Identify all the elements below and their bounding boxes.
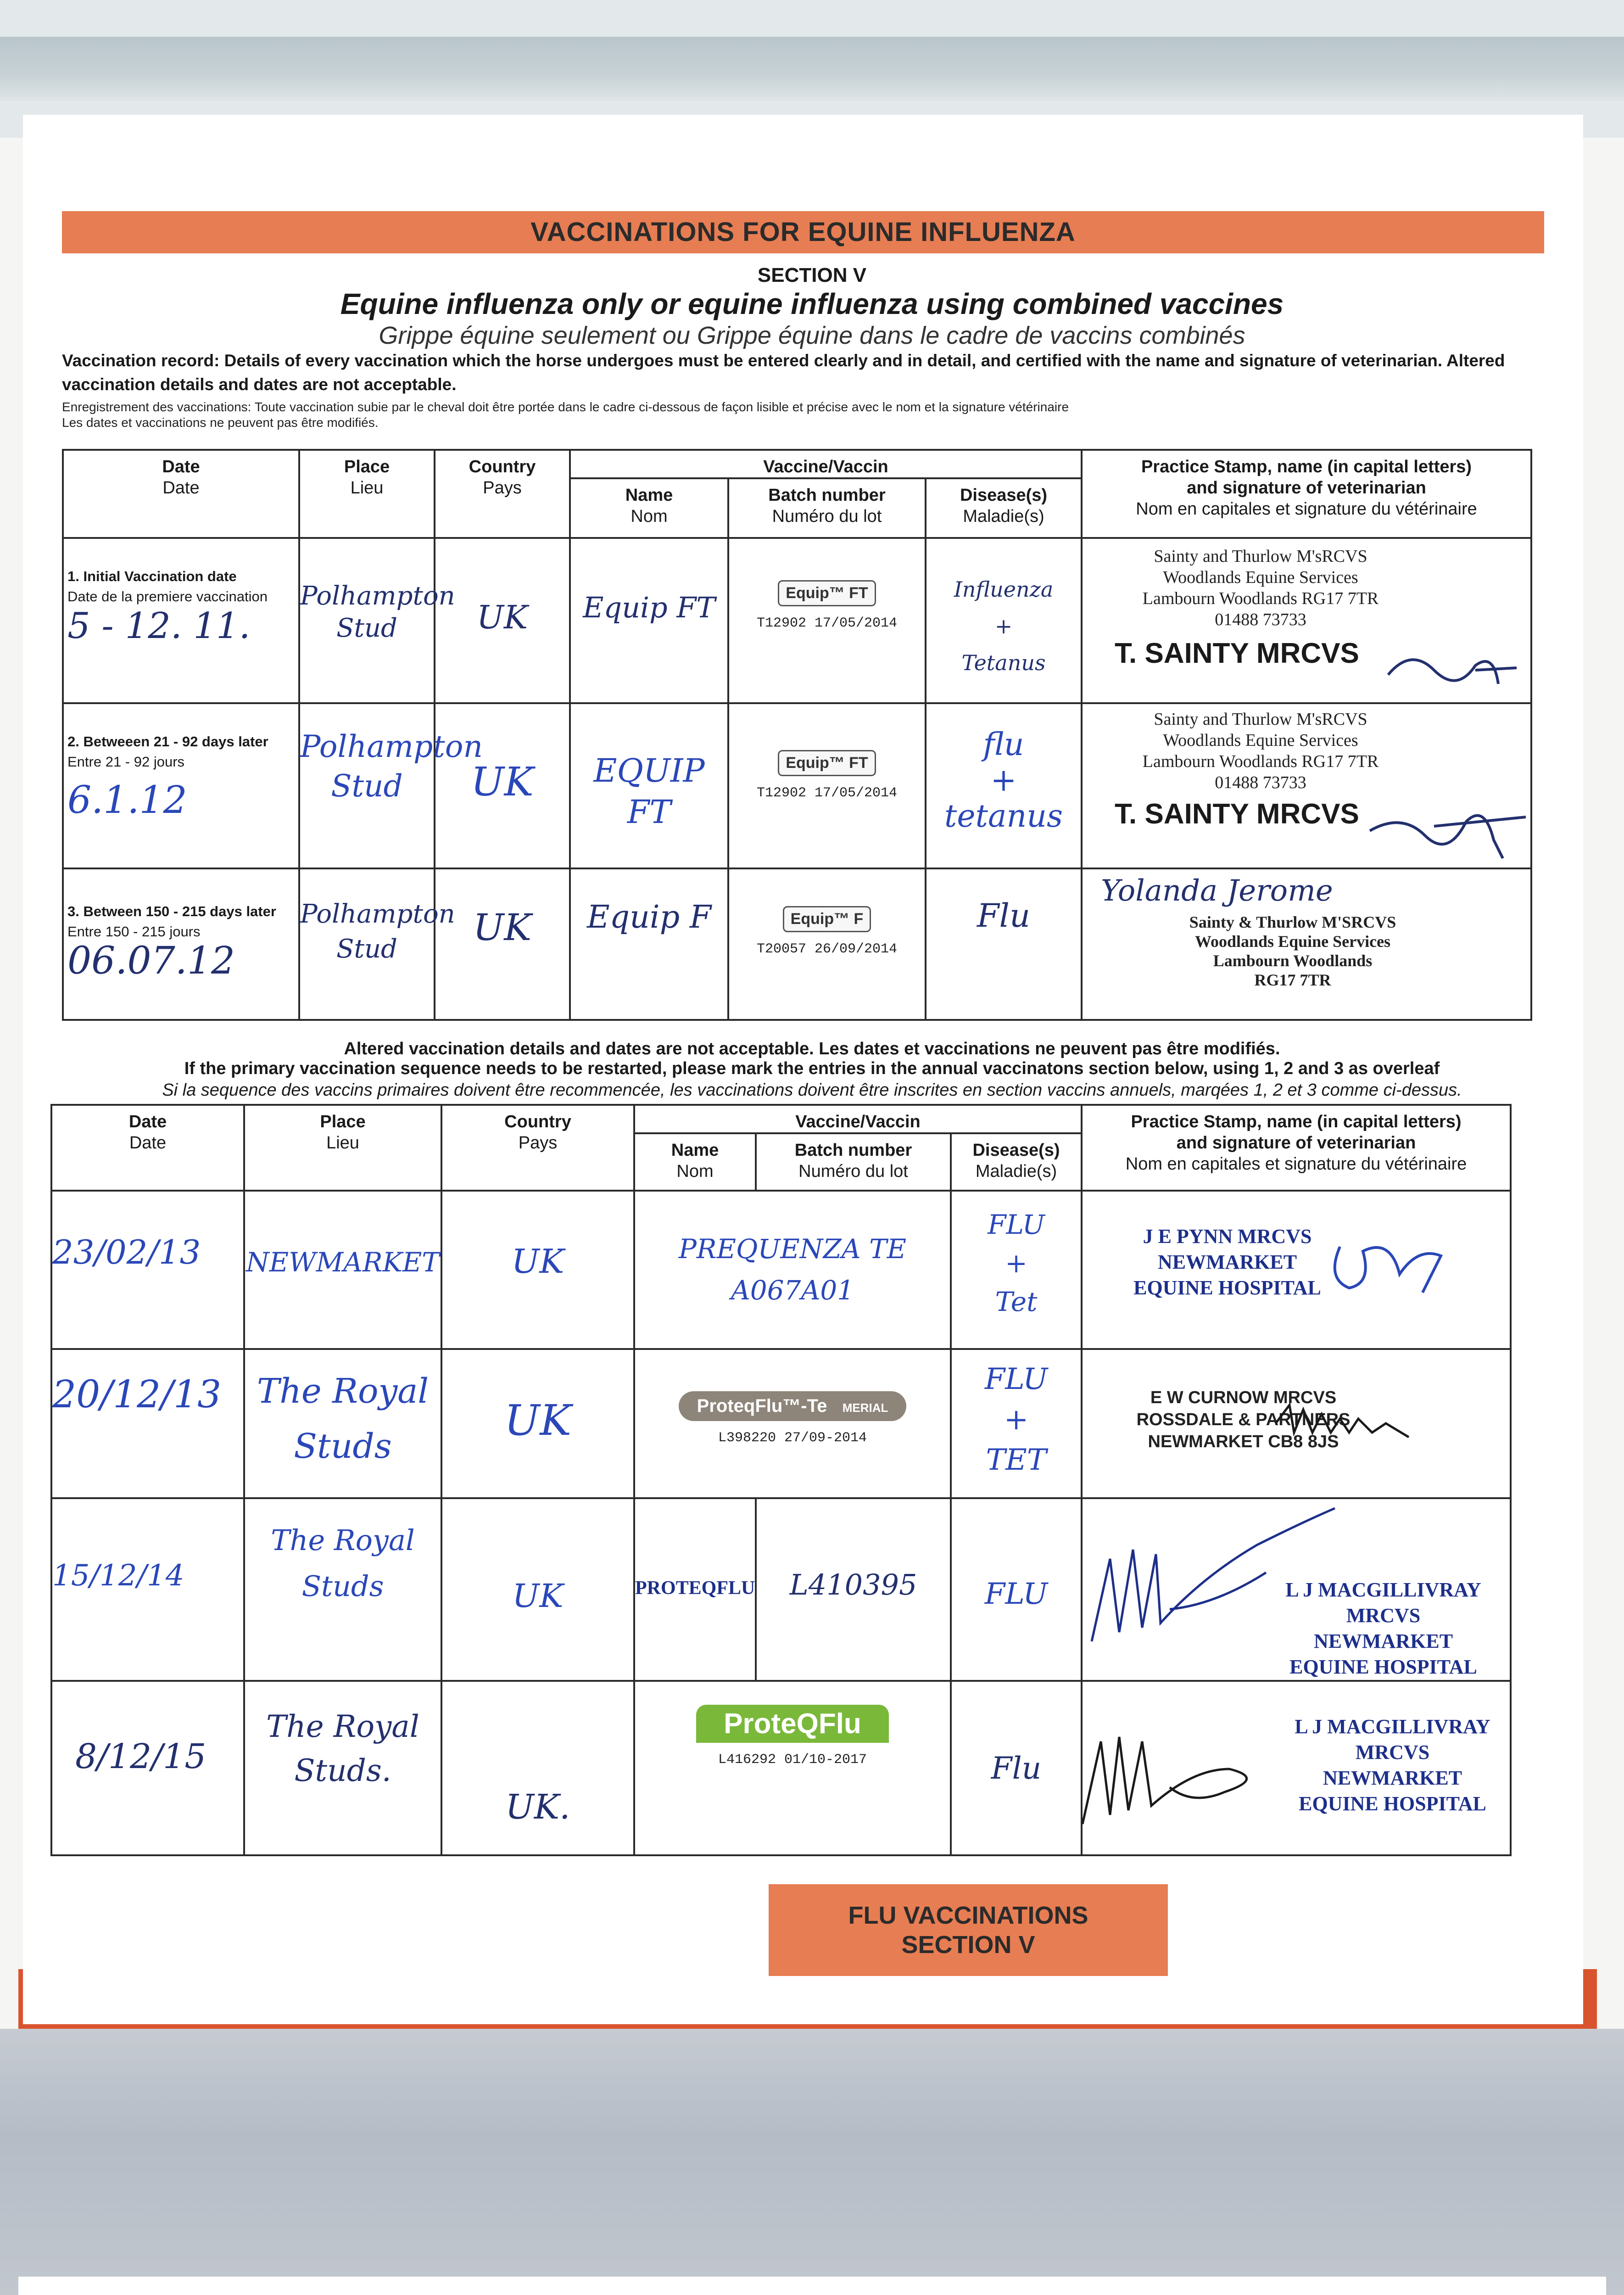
header-disease: Disease(s) Maladie(s) bbox=[926, 478, 1082, 538]
vaccine-name-value: EQUIP FT bbox=[593, 752, 705, 831]
stamp-line: NEWMARKET bbox=[1157, 1251, 1297, 1273]
record-instructions-fr bbox=[62, 399, 1558, 431]
signature bbox=[1064, 1504, 1339, 1655]
date-value: 8/12/15 bbox=[75, 1737, 206, 1776]
signature bbox=[1384, 643, 1521, 693]
subtitle-en: Equine influenza only or equine influenza using combined vaccines bbox=[340, 287, 1284, 320]
country-cell bbox=[441, 1191, 634, 1349]
disease-value-1: FLU bbox=[984, 1362, 1048, 1396]
country-value: UK bbox=[476, 599, 528, 636]
batch-value: T12902 17/05/2014 bbox=[756, 785, 898, 801]
manufacturer: MERIAL bbox=[842, 1401, 888, 1415]
country-value: UK bbox=[471, 759, 534, 805]
stamp-line: Lambourn Woodlands RG17 7TR bbox=[1142, 589, 1379, 608]
header-date: Date Date bbox=[63, 450, 299, 538]
batch-value: A067A01 bbox=[731, 1275, 854, 1306]
disease-value-2: + bbox=[1005, 1248, 1027, 1279]
table-row bbox=[51, 1498, 1511, 1681]
section-label: SECTION V bbox=[757, 264, 867, 286]
batch-value: L410395 bbox=[789, 1568, 917, 1601]
place-cell bbox=[299, 703, 483, 868]
stamp-line: NEWMARKET CB8 8JS bbox=[1148, 1432, 1339, 1451]
batch-cell bbox=[756, 1498, 951, 1681]
header-place: Place Lieu bbox=[244, 1105, 441, 1191]
notice-line-3: Si la sequence des vaccins primaires doivent être recommencée, les vaccinations doivent être inscrites en section vaccins annuels, marqées 1, 2 et 3 comme ci-dessus. bbox=[162, 1080, 1462, 1100]
record-instructions-en: Vaccination record: Details of every vaccination which the horse undergoes must be entered clearly and in detail, and certified with the name and signature of veterinarian. Altered vaccination details and dates are not acceptable. bbox=[62, 351, 1505, 394]
vaccine-label: ProteQFlu bbox=[696, 1705, 889, 1743]
vet-handwritten-name: Yolanda Jerome bbox=[1101, 874, 1333, 908]
stamp-cell bbox=[1082, 1349, 1511, 1498]
header-country: Country Pays bbox=[435, 450, 570, 538]
page-title: VACCINATIONS FOR EQUINE INFLUENZA bbox=[530, 217, 1076, 247]
stamp-line: 01488 73733 bbox=[1215, 610, 1306, 629]
country-cell bbox=[441, 1681, 634, 1855]
vaccine-name-value: PREQUENZA TE bbox=[678, 1233, 907, 1265]
name-cell bbox=[570, 868, 728, 1020]
stamp-line: Woodlands Equine Services bbox=[1163, 731, 1358, 750]
vaccine-label: ProteqFlu™-Te MERIAL bbox=[679, 1391, 907, 1421]
vaccine-name-value: Equip F bbox=[586, 899, 712, 935]
header-batch: Batch number Numéro du lot bbox=[756, 1133, 951, 1191]
place-value: Polhampton Stud bbox=[300, 729, 483, 804]
place-cell bbox=[244, 1349, 441, 1498]
row-label: 1. Initial Vaccination date Date de la premiere vaccination 5 - 12. 11. bbox=[63, 538, 299, 703]
disease-value-3: Tet bbox=[995, 1286, 1038, 1317]
record-fr-line1: Enregistrement des vaccinations: Toute vaccination subie par le cheval doit être portée dans le cadre ci-dessous de façon lisible et précise avec le nom et la signature vétérinaire bbox=[62, 400, 1069, 414]
table-row bbox=[51, 1349, 1511, 1498]
footer-label bbox=[769, 1884, 1168, 1976]
stamp-cell bbox=[1082, 538, 1531, 703]
name-batch-cell bbox=[634, 1349, 951, 1498]
subtitle-fr: Grippe équine seulement ou Grippe équine dans le cadre de vaccins combinés bbox=[379, 322, 1245, 349]
stamp-line: L J MACGILLIVRAY MRCVS bbox=[1295, 1715, 1490, 1763]
date-cell bbox=[51, 1349, 244, 1498]
stamp-line: J E PYNN MRCVS bbox=[1143, 1225, 1312, 1248]
stamp-line: EQUINE HOSPITAL bbox=[1133, 1276, 1321, 1299]
row-label: 3. Between 150 - 215 days later Entre 150 - 215 jours 06.07.12 bbox=[63, 868, 299, 1020]
header-name: Name Nom bbox=[570, 478, 728, 538]
stamp-line: NEWMARKET bbox=[1323, 1767, 1462, 1789]
vet-name: T. SAINTY MRCVS bbox=[1115, 798, 1359, 830]
stamp-cell bbox=[1082, 868, 1531, 1020]
signature bbox=[1271, 1396, 1418, 1451]
place-value: Polhampton Stud bbox=[300, 581, 455, 643]
vaccine-name-value: PROTEQFLU bbox=[635, 1578, 755, 1599]
place-value: Polhampton Stud bbox=[300, 899, 455, 964]
country-cell bbox=[435, 703, 570, 868]
footer-line-2: SECTION V bbox=[901, 1931, 1035, 1959]
disease-value-2: + bbox=[1004, 1403, 1029, 1437]
bottom-background bbox=[0, 2029, 1624, 2295]
date-value: 5 - 12. 11. bbox=[67, 605, 251, 647]
name-batch-cell bbox=[634, 1681, 951, 1855]
country-cell bbox=[435, 868, 570, 1020]
disease-value-1: FLU bbox=[988, 1209, 1045, 1240]
vaccine-label: Equip™ FT bbox=[778, 750, 876, 776]
place-cell bbox=[244, 1191, 441, 1349]
date-cell bbox=[51, 1191, 244, 1349]
batch-value: L398220 27/09-2014 bbox=[718, 1430, 867, 1446]
header-vaccine: Vaccine/Vaccin bbox=[634, 1105, 1082, 1133]
batch-value: L416292 01/10-2017 bbox=[718, 1752, 867, 1768]
name-batch-cell bbox=[634, 1191, 951, 1349]
table-row bbox=[51, 1681, 1511, 1855]
stamp-line: EQUINE HOSPITAL bbox=[1299, 1792, 1486, 1815]
stamp-line: Sainty & Thurlow M'SRCVS bbox=[1189, 913, 1396, 931]
vaccine-name-value: Equip FT bbox=[583, 591, 715, 624]
stamp-line: Woodlands Equine Services bbox=[1163, 568, 1358, 587]
disease-value-3: Tetanus bbox=[961, 650, 1046, 675]
place-cell bbox=[299, 538, 455, 703]
name-cell bbox=[634, 1498, 756, 1681]
signature bbox=[1073, 1700, 1284, 1838]
row-label: 2. Betweeen 21 - 92 days later Entre 21 - 92 jours 6.1.12 bbox=[63, 703, 299, 868]
stamp-line: ROSSDALE & PARTNERS bbox=[1136, 1410, 1351, 1429]
vaccine-label: Equip™ F bbox=[783, 906, 871, 932]
country-cell bbox=[435, 538, 570, 703]
header-disease: Disease(s) Maladie(s) bbox=[951, 1133, 1082, 1191]
disease-value-2: + bbox=[994, 614, 1013, 638]
disease-value-1: flu bbox=[983, 727, 1024, 763]
stamp-cell bbox=[1082, 1191, 1511, 1349]
disease-cell bbox=[951, 1681, 1082, 1855]
country-value: UK bbox=[504, 1396, 572, 1445]
header-name: Name Nom bbox=[634, 1133, 756, 1191]
table-row bbox=[51, 1191, 1511, 1349]
place-cell bbox=[244, 1498, 441, 1681]
disease-value-1: Influenza bbox=[954, 577, 1054, 602]
title-bar bbox=[62, 211, 1544, 253]
disease-value-1: FLU bbox=[984, 1577, 1048, 1611]
date-value: 6.1.12 bbox=[67, 778, 187, 822]
batch-cell bbox=[728, 868, 926, 1020]
batch-cell bbox=[728, 703, 926, 868]
disease-value-2: + bbox=[990, 762, 1017, 799]
stamp-line: RG17 7TR bbox=[1254, 971, 1331, 989]
batch-cell bbox=[728, 538, 926, 703]
name-cell bbox=[570, 538, 728, 703]
disease-value-3: TET bbox=[986, 1443, 1047, 1477]
stamp-cell bbox=[1082, 1681, 1511, 1855]
stamp-line: L J MACGILLIVRAY MRCVS bbox=[1285, 1579, 1481, 1627]
place-value: The Royal Studs bbox=[271, 1523, 415, 1603]
table-row bbox=[63, 538, 1531, 703]
notice-line-2: If the primary vaccination sequence needs to be restarted, please mark the entries in the annual vaccinatons section below, using 1, 2 and 3 as overleaf bbox=[184, 1059, 1440, 1078]
annual-vaccination-table bbox=[50, 1104, 1512, 1856]
disease-value-1: Flu bbox=[977, 897, 1031, 935]
footer-line-1: FLU VACCINATIONS bbox=[848, 1902, 1088, 1929]
header-stamp: Practice Stamp, name (in capital letters) and signature of veterinarian Nom en capitales et signature du vétérinaire bbox=[1082, 450, 1531, 538]
stamp-line: Sainty and Thurlow M'sRCVS bbox=[1154, 710, 1367, 729]
vaccine-label: Equip™ FT bbox=[778, 580, 876, 606]
signature bbox=[1365, 794, 1530, 863]
country-value: UK. bbox=[505, 1787, 570, 1827]
primary-vaccination-table bbox=[62, 449, 1532, 1021]
stamp-cell bbox=[1082, 1498, 1511, 1681]
header-place: Place Lieu bbox=[299, 450, 435, 538]
date-value: 15/12/14 bbox=[52, 1559, 184, 1593]
stamp-line: Woodlands Equine Services bbox=[1194, 932, 1391, 951]
header-country: Country Pays bbox=[441, 1105, 634, 1191]
stamp-line: Lambourn Woodlands RG17 7TR bbox=[1142, 752, 1379, 771]
disease-value-3: tetanus bbox=[944, 798, 1063, 834]
header-vaccine: Vaccine/Vaccin bbox=[570, 450, 1082, 478]
place-cell bbox=[244, 1681, 441, 1855]
batch-value: T12902 17/05/2014 bbox=[756, 616, 898, 631]
country-cell bbox=[441, 1498, 634, 1681]
bottom-margin bbox=[18, 2277, 1606, 2295]
date-value: 06.07.12 bbox=[67, 939, 235, 983]
stamp-line: EQUINE HOSPITAL bbox=[1289, 1656, 1477, 1678]
disease-cell bbox=[951, 1498, 1082, 1681]
disease-value-1: Flu bbox=[991, 1751, 1042, 1786]
signature bbox=[1322, 1219, 1459, 1311]
country-value: UK bbox=[473, 906, 532, 949]
stamp-line: E W CURNOW MRCVS bbox=[1150, 1388, 1337, 1407]
country-value: UK bbox=[512, 1577, 564, 1615]
header-batch: Batch number Numéro du lot bbox=[728, 478, 926, 538]
notice-line-1: Altered vaccination details and dates are not acceptable. Les dates et vaccinations ne peuvent pas être modifiés. bbox=[344, 1039, 1280, 1058]
record-fr-line2: Les dates et vaccinations ne peuvent pas être modifiés. bbox=[62, 415, 379, 430]
stamp-line: NEWMARKET bbox=[1313, 1630, 1453, 1652]
date-value: 20/12/13 bbox=[52, 1373, 222, 1416]
header-stamp: Practice Stamp, name (in capital letters) and signature of veterinarian Nom en capitales et signature du vétérinaire bbox=[1082, 1105, 1511, 1191]
date-cell bbox=[51, 1498, 244, 1681]
place-cell bbox=[299, 868, 455, 1020]
place-value: The Royal Studs. bbox=[266, 1709, 419, 1788]
place-value: The Royal Studs bbox=[257, 1371, 429, 1466]
place-value: NEWMARKET bbox=[246, 1247, 440, 1278]
stamp-line: Lambourn Woodlands bbox=[1213, 952, 1373, 970]
stamp-line: Sainty and Thurlow M'sRCVS bbox=[1154, 547, 1367, 566]
header-date: Date Date bbox=[51, 1105, 244, 1191]
vet-name: T. SAINTY MRCVS bbox=[1115, 638, 1359, 669]
batch-value: T20057 26/09/2014 bbox=[756, 941, 898, 957]
table-row bbox=[63, 868, 1531, 1020]
date-cell bbox=[51, 1681, 244, 1855]
scanner-shadow bbox=[0, 37, 1624, 101]
stamp-cell bbox=[1082, 703, 1531, 868]
date-value: 23/02/13 bbox=[52, 1233, 201, 1271]
table-row bbox=[63, 703, 1531, 868]
name-cell bbox=[570, 703, 728, 868]
stamp-line: 01488 73733 bbox=[1215, 773, 1306, 792]
country-value: UK bbox=[511, 1242, 564, 1281]
country-cell bbox=[441, 1349, 634, 1498]
